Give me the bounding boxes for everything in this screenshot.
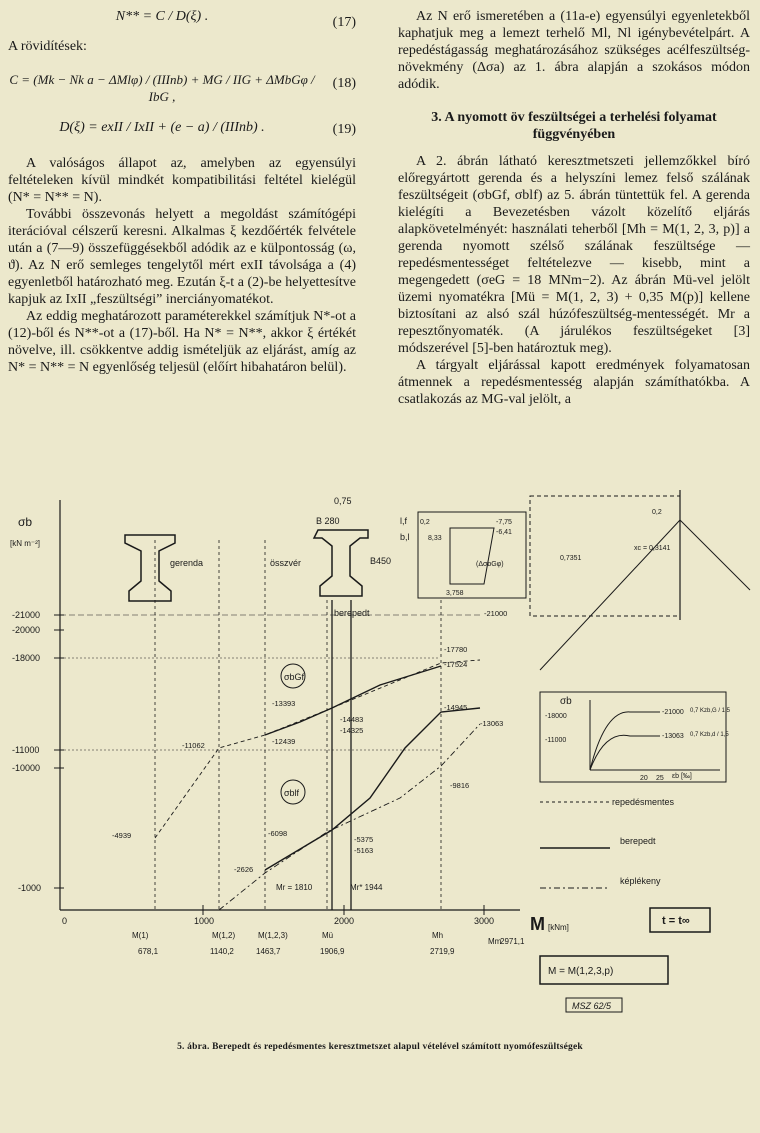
moment-label: M(1,2,3) bbox=[258, 931, 288, 940]
inset2-value: 0,7351 bbox=[560, 555, 582, 562]
value-label: -14325 bbox=[340, 726, 364, 735]
inset2-line bbox=[540, 520, 680, 670]
moment-value: 1906,9 bbox=[320, 947, 345, 956]
y-tick: -10000 bbox=[12, 763, 41, 773]
value-label: -14945 bbox=[444, 703, 468, 712]
value-label: -2626 bbox=[234, 865, 254, 874]
inset3-value: -21000 bbox=[662, 709, 684, 716]
inset2-value: xc = 0,3141 bbox=[634, 545, 671, 552]
inset3-x-label: εb [‰] bbox=[672, 773, 692, 780]
y-axis-label: σb bbox=[18, 515, 33, 529]
value-label: -5375 bbox=[354, 835, 374, 844]
paragraph-1: A valóságos állapot az, amelyben az egyensúlyi feltételeken kívül mindkét kompatibilitási feltétel kielégül (N* = N** = N). bbox=[8, 156, 356, 205]
value-label: -12439 bbox=[272, 737, 296, 746]
label-b280: B 280 bbox=[316, 516, 340, 526]
value-label: -6098 bbox=[268, 829, 288, 838]
paragraph-3: Az eddig meghatározott paraméterekkel számítjuk N*-ot a (12)-ből és N**-ot a (17)-ből. Ha N* = N**, akkor ξ értékét növelve, ill. csökkentve addig ismételjük az eljárást, amíg az N* = N** = N egyenlőség teljesül (előírt hibahatáron belül). bbox=[8, 309, 356, 375]
sigma-bg-label: σbGf bbox=[284, 672, 305, 682]
x-tick: 2000 bbox=[334, 916, 355, 926]
value-label: -13393 bbox=[272, 699, 296, 708]
legend-keplekeny: képlékeny bbox=[620, 876, 661, 886]
moment-label: Mü bbox=[322, 931, 334, 940]
value-label: -17780 bbox=[444, 645, 468, 654]
moment-label: Mm bbox=[488, 937, 502, 946]
right-paragraph-2: A 2. ábrán látható keresztmetszeti jellemzőkkel bíró előregyártott gerenda és a helyszíni lemez felső szálának feszültségeit (σbGf, σblf) az 5. ábrán tüntettük fel. A gerenda kielégíti a Bevezetésben vázolt közelítő eljárás alapkövetelményét: használati teherből [Mh = M(1, 2, 3, p)] a gerenda nyomott szélső szálának feszültsége — repedésmentességet feltételezve — kisebb, mint a megengedett (σeG = 18 MNm−2). Az ábrán Mü-vel jelölt üzemi nyomatékra [Mü = M(1, 2, 3) + 0,35 M(p)] kellene biztosítani az alsó szál húzófeszültség-mentességét. Mr a repesztőnyomaték. (A járulékos feszültségeket [3] módszerével [5]-ben határoztuk meg). bbox=[398, 154, 750, 356]
value-label: -14483 bbox=[340, 715, 364, 724]
reference-lines bbox=[155, 540, 441, 910]
x-tick: 0 bbox=[62, 916, 68, 926]
moment-label: M(1,2) bbox=[212, 931, 236, 940]
label-osszver: összvér bbox=[270, 558, 302, 568]
moment-value: 1140,2 bbox=[210, 947, 234, 956]
value-label: -17524 bbox=[444, 660, 468, 669]
figure-caption: 5. ábra. Berepedt és repedésmentes keresztmetszet alapul vételével számított nyomófeszültségek bbox=[177, 1042, 583, 1052]
mr-star-label: Mr* 1944 bbox=[350, 883, 383, 892]
equation-18-number: (18) bbox=[332, 76, 356, 91]
equation-19-number: (19) bbox=[332, 122, 356, 137]
sigma-bl-label: σblf bbox=[284, 788, 300, 798]
label-bl: b,l bbox=[400, 532, 410, 542]
value-label: -13063 bbox=[480, 719, 504, 728]
legend-repedesmentes: repedésmentes bbox=[612, 797, 675, 807]
equation-18-text: C = (Mk − Nk a − ΔMlφ) / (IIInb) + MG / IIG + ΔMbGφ / IbG , bbox=[9, 72, 315, 104]
inset1-value: -6,41 bbox=[496, 529, 512, 536]
equation-17 bbox=[8, 8, 356, 38]
x-tick: 3000 bbox=[474, 916, 495, 926]
section-title: 3. A nyomott öv feszültségei a terhelési folyamat függvényében bbox=[431, 110, 717, 142]
moment-box-text: M = M(1,2,3,p) bbox=[548, 966, 614, 977]
inset3-value: -13063 bbox=[662, 733, 684, 740]
inset1-value: -7,75 bbox=[496, 519, 512, 526]
y-tick: -21000 bbox=[12, 610, 41, 620]
equation-19-text: D(ξ) = exII / IxII + (e − a) / (IIInb) . bbox=[59, 120, 265, 135]
value-label: -5163 bbox=[354, 846, 374, 855]
y-tick: -18000 bbox=[12, 653, 41, 663]
y-tick: -20000 bbox=[12, 625, 41, 635]
right-paragraph-3: A tárgyalt eljárással kapott eredmények folyamatosan átmennek a repedésmentesség alapján számíthatókba. A csatlakozás az MG-val jelölt, a bbox=[398, 358, 750, 407]
x-axis-label: M bbox=[530, 914, 545, 934]
abbrev-intro: A rövidítések: bbox=[8, 39, 87, 54]
inset1-value: 0,2 bbox=[420, 519, 430, 526]
inset1-value: 3,758 bbox=[446, 590, 464, 597]
moment-labels bbox=[132, 883, 525, 956]
label-dim075: 0,75 bbox=[334, 496, 352, 506]
y-tick: -1000 bbox=[18, 883, 42, 893]
inset2-line bbox=[680, 520, 750, 590]
inset2-value: 0,2 bbox=[652, 509, 662, 516]
inset1-label: (ΔσbGφ) bbox=[476, 561, 504, 568]
right-paragraph-1: Az N erő ismeretében a (11a-e) egyensúlyi egyenletekből kaphatjuk meg a lemezt terhelő Ml, Nl igénybevételpárt. A repedéstágasság meghatározásához szükséges acélfeszültség-növekmény (Δσa) az 1. ábra alapján a szokásos módon adódik. bbox=[398, 9, 750, 92]
equation-17-text: N** = C / D(ξ) . bbox=[115, 9, 209, 24]
inset3-value: -18000 bbox=[545, 713, 567, 720]
x-tick: 1000 bbox=[194, 916, 215, 926]
inset3-x-tick: 25 bbox=[656, 775, 664, 782]
y-ticks bbox=[12, 610, 64, 893]
x-axis-unit: [kNm] bbox=[548, 923, 569, 932]
moment-value: 1463,7 bbox=[256, 947, 281, 956]
equation-18 bbox=[8, 61, 356, 107]
composite-section-icon bbox=[314, 530, 368, 596]
moment-value: 678,1 bbox=[138, 947, 159, 956]
label-lf: l,f bbox=[400, 516, 408, 526]
equation-17-number: (17) bbox=[332, 15, 356, 30]
moment-label: M(1) bbox=[132, 931, 149, 940]
right-column bbox=[398, 8, 750, 408]
label-berepedt: berepedt bbox=[334, 608, 370, 618]
value-labels bbox=[112, 609, 507, 874]
moment-value: 2971,1 bbox=[500, 937, 525, 946]
inset3-fraction: 0,7 Kzb,G / 1,5 bbox=[690, 708, 731, 714]
moment-label: Mh bbox=[432, 931, 444, 940]
equation-19 bbox=[8, 107, 356, 155]
inset3-x-tick: 20 bbox=[640, 775, 648, 782]
code-box-text: MSZ 62/5 bbox=[572, 1001, 612, 1011]
value-label: -11062 bbox=[182, 741, 205, 750]
left-column bbox=[8, 8, 356, 376]
inset3-fraction: 0,7 Kzb,d / 1,5 bbox=[690, 732, 729, 738]
legend-berepedt: berepedt bbox=[620, 836, 656, 846]
mr-label: Mr = 1810 bbox=[276, 883, 313, 892]
beam-section-icon bbox=[125, 535, 175, 601]
figure-5 bbox=[0, 480, 760, 1040]
value-label: -9816 bbox=[450, 781, 470, 790]
inset3-value: -11000 bbox=[545, 737, 567, 744]
y-tick: -11000 bbox=[12, 745, 40, 755]
inset3-y-label: σb bbox=[560, 696, 572, 707]
label-gerenda: gerenda bbox=[170, 558, 204, 568]
time-box-text: t = t∞ bbox=[662, 915, 690, 927]
y-axis-unit: [kN m⁻²] bbox=[10, 539, 40, 548]
inset1-value: 8,33 bbox=[428, 535, 442, 542]
label-b450: B450 bbox=[370, 556, 392, 566]
moment-value: 2719,9 bbox=[430, 947, 455, 956]
paragraph-2: További összevonás helyett a megoldást számítógépi iterációval célszerű keresni. Alkalmas ξ kezdőérték felvétele után a (7—9) összefüggésekből adódik az e külpontosság (ω, ϑ). Az N erő semleges tengelytől mért exII távolsága a (4) egyenletből határozható meg. Ezután ξ-t a (2)-be helyettesítve kapjuk az IxII „feszültségi” inerciányomatékot. bbox=[8, 207, 356, 307]
value-label: -21000 bbox=[484, 609, 508, 618]
value-label: -4939 bbox=[112, 831, 132, 840]
x-ticks bbox=[62, 905, 494, 926]
